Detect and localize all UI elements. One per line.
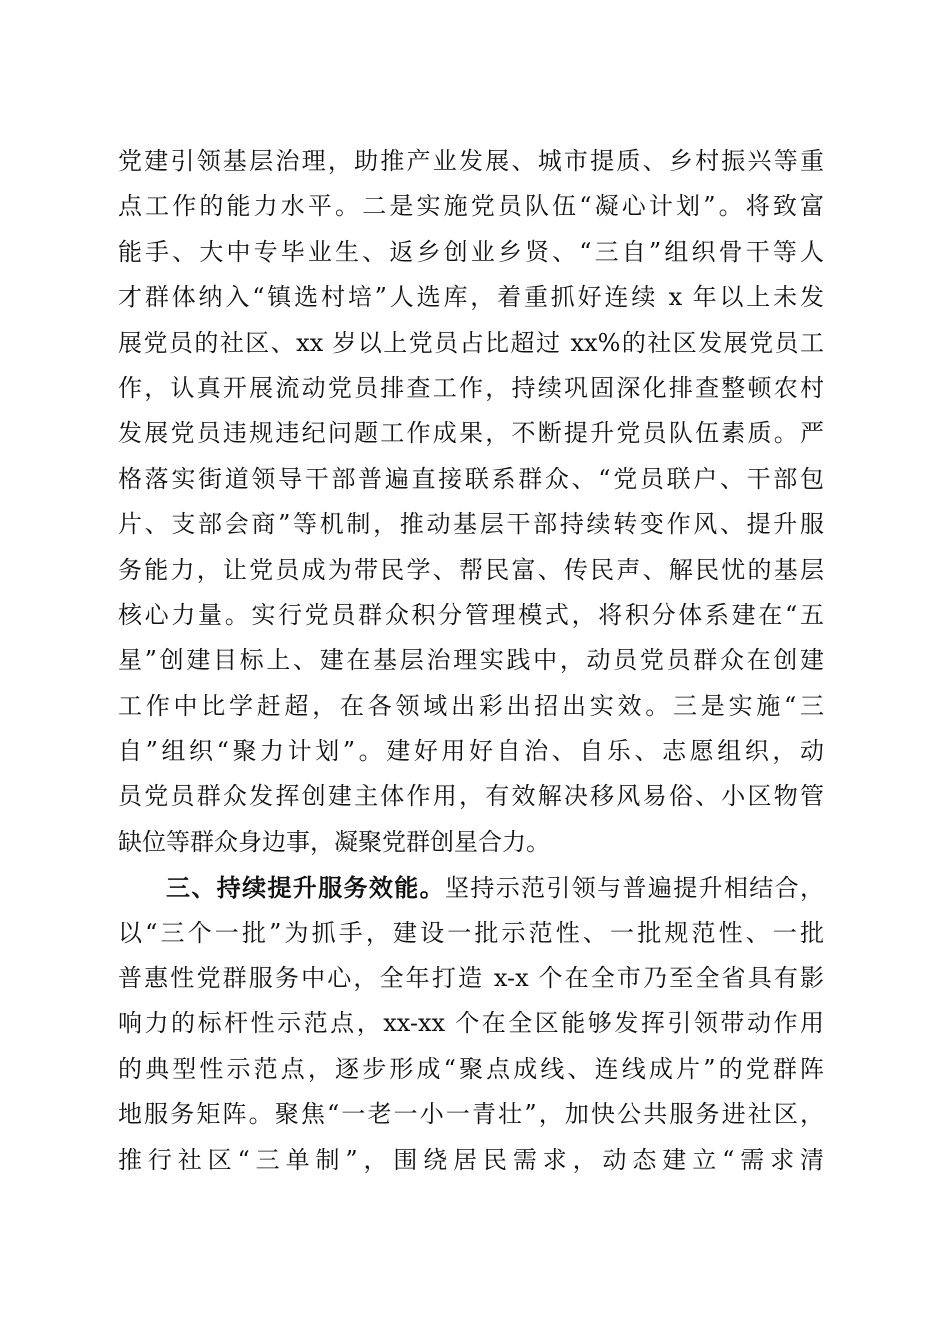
text-line: 党建引领基层治理，助推产业发展、城市提质、乡村振兴等重 (118, 147, 824, 175)
text-line: 格落实街道领导干部普遍直接联系群众、“党员联户、干部包 (118, 464, 824, 493)
text-line: 工作中比学赶超，在各领域出彩出招出实效。三是实施“三 (118, 691, 824, 720)
text-line: 能手、大中专毕业生、返乡创业乡贤、“三自”组织骨干等人 (118, 237, 824, 266)
text-line: 核心力量。实行党员群众积分管理模式，将积分体系建在“五 (118, 600, 824, 629)
body-text (118, 139, 824, 1183)
text-line: 片、支部会商”等机制，推动基层干部持续转变作风、提升服 (118, 510, 824, 539)
text-line: 发展党员违规违纪问题工作成果，不断提升党员队伍素质。严 (118, 419, 824, 448)
text-line: 响力的标杆性示范点，xx-xx 个在全区能够发挥引领带动作用 (118, 1009, 824, 1038)
text-line: 员党员群众发挥创建主体作用，有效解决移风易俗、小区物管 (118, 782, 824, 811)
text-line: 作，认真开展流动党员排查工作，持续巩固深化排查整顿农村 (118, 373, 824, 402)
text-line: 的典型性示范点，逐步形成“聚点成线、连线成片”的党群阵 (118, 1054, 824, 1083)
text-line: 自”组织“聚力计划”。建好用好自治、自乐、志愿组织，动 (118, 737, 824, 766)
section-3-heading: 三、持续提升服务效能。 (166, 873, 445, 903)
section-3-first-line (118, 865, 824, 910)
text-line: 星”创建目标上、建在基层治理实践中，动员党员群众在创建 (118, 646, 824, 675)
text-line: 推行社区“三单制”，围绕居民需求，动态建立“需求清 (118, 1145, 824, 1174)
text-line: 展党员的社区、xx 岁以上党员占比超过 xx%的社区发展党员工 (118, 328, 824, 357)
text-line: 以“三个一批”为抓手，建设一批示范性、一批规范性、一批 (118, 918, 824, 947)
text-line: 普惠性党群服务中心，全年打造 x-x 个在全市乃至全省具有影 (118, 964, 824, 993)
text-line: 地服务矩阵。聚焦“一老一小一青壮”，加快公共服务进社区， (118, 1100, 824, 1129)
text-line: 务能力，让党员成为带民学、帮民富、传民声、解民忧的基层 (118, 555, 824, 584)
text-line: 点工作的能力水平。二是实施党员队伍“凝心计划”。将致富 (118, 192, 824, 221)
text-line: 才群体纳入“镇选村培”人选库，着重抓好连续 x 年以上未发 (118, 283, 824, 312)
section-3-first-line-text: 坚持示范引领与普遍提升相结合， (444, 874, 825, 903)
text-line: 缺位等群众身边事，凝聚党群创星合力。 (118, 827, 550, 856)
